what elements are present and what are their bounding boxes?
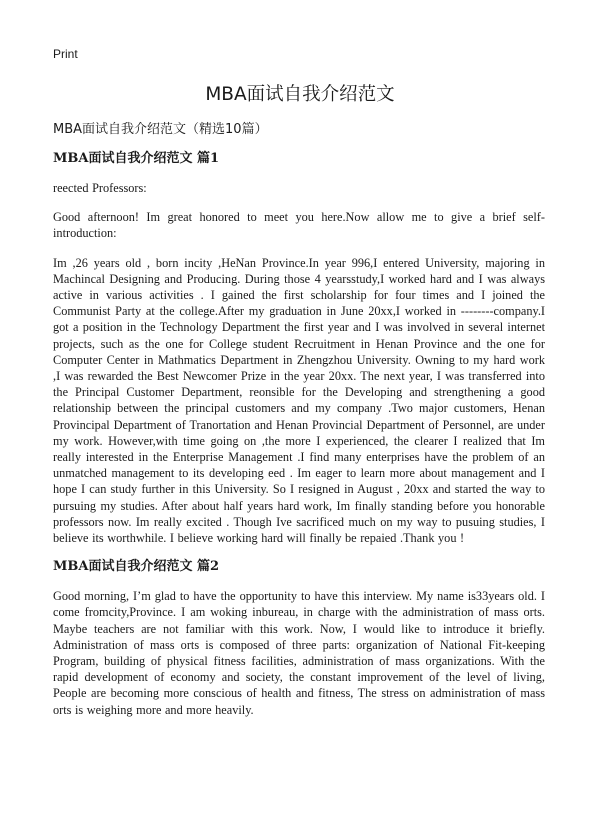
- section-heading: MBA面试自我介绍范文 篇1: [53, 151, 220, 166]
- page-title: MBA面试自我介绍范文: [205, 84, 395, 105]
- paragraph: Im ,26 years old , born incity ,HeNan Province.In year 996,I entered University, majoring in Machincal Designing and Producing. During those 4 yearsstudy,I worked hard and I was always active in various activities . I gained the first scholarship for four times and I joined the Communist Party at the college.After my graduation in June 20xx,I worked in --------company.I got a position in the Technology Department the first year and I was involved in several internet projects, such as the one for College student Recruitment in Henan Province and the one for Computer Center in Mathmatics Department in Zhengzhou University. Owning to my hard work ,I was rewarded the Best Newcomer Prize in the year 20xx. The next year, I was transferred into the Principal Customer Department, reonsible for the Developing and strengthening a good relationship between the principal customers and my company .Two major customers, Henan Provincipal Department of Tranortation and Henan Provincial Department of Personnel, are under my work. However,with time going on ,the more I experienced, the clearer I realized that Im really interested in the Enterprise Management .I find many enterprises have the problem of an unmatched management to its developing eed . Im eager to learn more about management and I hope I can study further in this University. So I resigned in August , 20xx and started the way to pursuing my studies. After about half years hard work, Im finally standing before you honorable professors now. Im really excited . Though Ive sacrificed much on my way to pusuing studies, I believe its worthwhile. I believe working hard will finally be repaied .Thank you !: [53, 255, 545, 546]
- document-body: [53, 122, 545, 731]
- paragraph: Good afternoon! Im great honored to meet you here.Now allow me to give a brief self-introduction:: [53, 210, 545, 241]
- print-label: Print: [53, 47, 78, 61]
- document-subtitle: MBA面试自我介绍范文（精选10篇）: [53, 122, 268, 137]
- paragraph: Good morning, I’m glad to have the opportunity to have this interview. My name is33years old. I come fromcity,Province. I am woking inbureau, in charge with the administration of mass orts. Maybe teachers are not familiar with this work. Now, I would like to introduce it briefly. Administration of mass orts is composed of three parts: organization of National Fit-keeping Program, building of physical fitness facilities, administration of mass organizations. With the rapid development of economy and society, the constant improvement of the level of living, People are becoming more conscious of health and fitness, The stress on administration of mass orts is weighing more and more heavily.: [53, 589, 545, 717]
- section-heading: MBA面试自我介绍范文 篇2: [53, 559, 220, 575]
- section-1: [53, 151, 545, 546]
- section-2: [53, 559, 545, 718]
- salutation: reected Professors:: [53, 181, 147, 195]
